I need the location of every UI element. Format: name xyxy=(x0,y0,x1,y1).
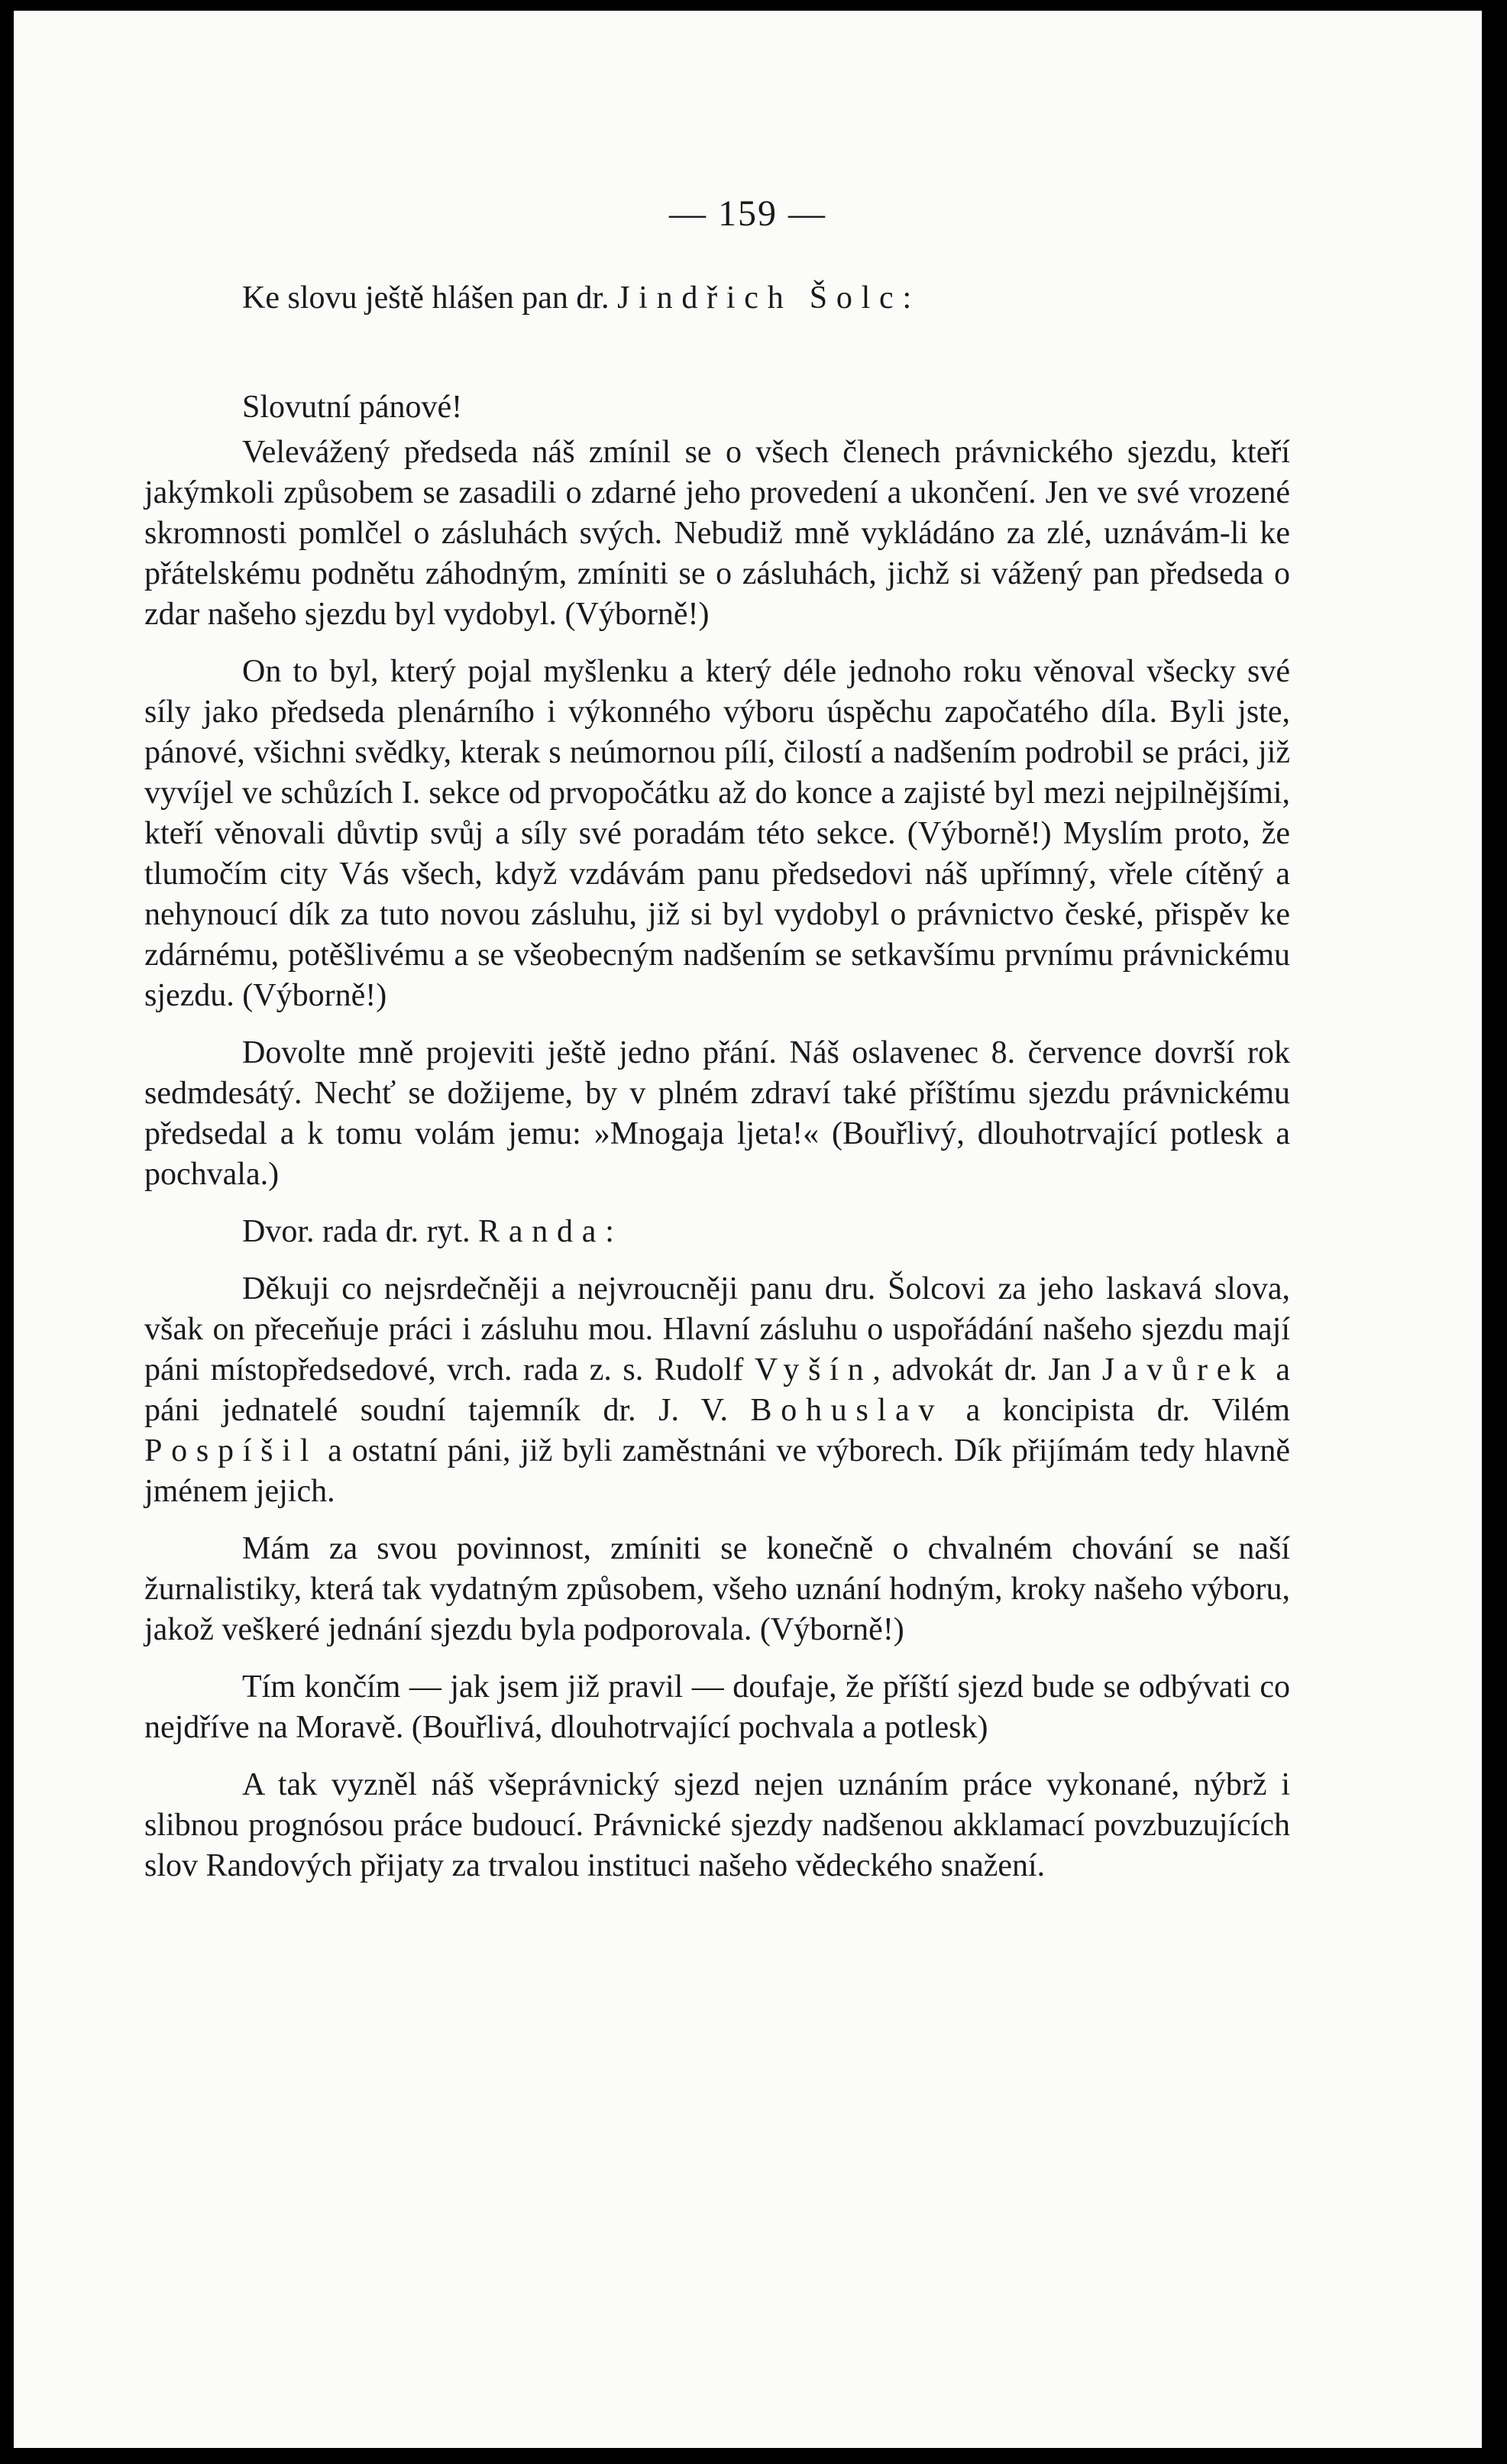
text-run: Mám za svou povinnost, zmíniti se konečně o chvalném chování se naší žurnalistiky, která tak vydatným způsobem, všeho uznání hodným, kroky našeho výboru, jakož veškeré jednání sjezdu byla podporovala. (Výborně!) xyxy=(144,1531,1290,1647)
speaker-line xyxy=(144,1212,1290,1252)
text-run: , advokát dr. Jan xyxy=(872,1352,1102,1387)
paragraph xyxy=(144,432,1290,635)
paragraph xyxy=(144,1529,1290,1650)
spaced-name: Bohuslav xyxy=(750,1393,944,1428)
text-run: Tím končím — jak jsem již pravil — doufaje, že příští sjezd bude se odbývati co nejdříve na Moravě. (Bouřlivá, dlouhotrvající pochvala a potlesk) xyxy=(144,1669,1290,1745)
text-run: : xyxy=(605,1214,614,1249)
spaced-name: Javůrek xyxy=(1101,1352,1265,1387)
paragraph xyxy=(144,1765,1290,1886)
paragraph xyxy=(144,1033,1290,1195)
text-run: Velevážený předseda náš zmínil se o všech členech právnického sjezdu, kteří jakýmkoli způsobem se zasadili o zdarné jeho provedení a ukončení. Jen ve své vrozené skromnosti pomlčel o zásluhách svých. Nebudiž mně vykládáno za zlé, uznávám-li ke přátelskému podnětu záhodným, zmíniti se o zásluhách, jichž si vážený pan předseda o zdar našeho sjezdu byl vydobyl. (Výborně!) xyxy=(144,435,1290,632)
text-run: : xyxy=(902,280,912,316)
speaker-line xyxy=(144,278,1290,319)
text-run: a páni jednatelé soudní tajemník dr. J. V. xyxy=(144,1352,1290,1428)
text-run: A tak vyzněl náš všeprávnický sjezd nejen uznáním práce vykonané, nýbrž i slibnou prognósou práce budoucí. Právnické sjezdy nadšenou akklamací povzbuzujících slov Randových přijaty za trvalou instituci našeho vědeckého snažení. xyxy=(144,1767,1290,1883)
page-body-text xyxy=(144,278,1290,1886)
paragraph xyxy=(144,1269,1290,1512)
greeting-line xyxy=(144,387,1290,428)
page-number: — 159 — xyxy=(669,193,826,234)
spaced-name: Randa xyxy=(478,1214,606,1249)
spaced-name: Vyšín xyxy=(754,1352,873,1387)
text-run: Dovolte mně projeviti ještě jedno přání. Náš oslavenec 8. července dovrší rok sedmdesátý. Nechť se dožijeme, by v plném zdraví také příštímu sjezdu právnickému předsedal a k tomu volám jemu: »Mnogaja ljeta!« (Bouřlivý, dlouhotrvající potlesk a pochvala.) xyxy=(144,1035,1290,1192)
text-run: Slovutní pánové! xyxy=(242,390,463,425)
paragraph xyxy=(144,1667,1290,1748)
paragraph xyxy=(144,652,1290,1016)
text-run: a ostatní páni, již byli zaměstnáni ve výborech. Dík přijímám tedy hlavně jménem jejich. xyxy=(144,1433,1290,1509)
spaced-name: Pospíšil xyxy=(144,1433,319,1468)
spaced-name: Jindřich Šolc xyxy=(617,280,903,316)
text-run: Děkuji co nejsrdečněji a nejvroucněji panu dru. Šolcovi za jeho laskavá slova, však on přeceňuje práci i zásluhu mou. Hlavní zásluhu o uspořádání našeho sjezdu mají páni místopředsedové, vrch. rada z. s. Rudolf xyxy=(144,1271,1290,1387)
text-run: On to byl, který pojal myšlenku a který déle jednoho roku věnoval všecky své síly jako předseda plenárního i výkonného výboru úspěchu započatého díla. Byli jste, pánové, všichni svědky, kterak s neúmornou pílí, čilostí a nadšením podrobil se práci, již vyvíjel ve schůzích I. sekce od prvopočátku až do konce a zajisté byl mezi nejpilnějšími, kteří věnovali důvtip svůj a síly své poradám této sekce. (Výborně!) Myslím proto, že tlumočím city Vás všech, když vzdávám panu předsedovi náš upřímný, vřele cítěný a nehynoucí dík za tuto novou zásluhu, již si byl vydobyl o právnictvo české, přispěv ke zdárnému, potěšlivému a se všeobecným nadšením se setkavšímu prvnímu právnickému sjezdu. (Výborně!) xyxy=(144,654,1290,1013)
text-run: a koncipista dr. Vilém xyxy=(943,1393,1290,1428)
book-page xyxy=(14,11,1482,2448)
text-run: Ke slovu ještě hlášen pan dr. xyxy=(242,280,618,316)
text-run: Dvor. rada dr. ryt. xyxy=(242,1214,479,1249)
